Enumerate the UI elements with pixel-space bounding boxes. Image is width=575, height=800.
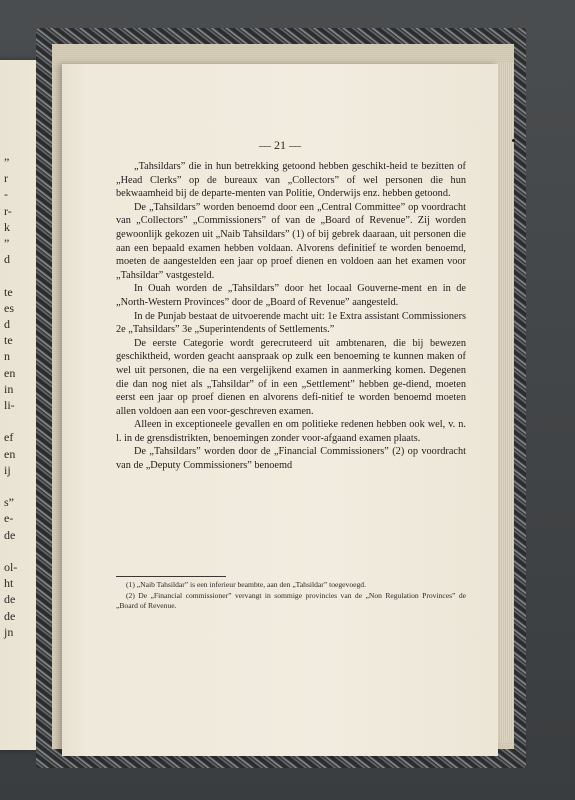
- left-page-fragment-text: ”: [4, 155, 10, 169]
- page-stack-side-edge: [498, 62, 514, 742]
- left-page-fragment-text: ef: [4, 430, 14, 445]
- left-page-fragment-text: ij: [4, 462, 11, 477]
- left-page-fragment-text: jn: [4, 624, 14, 639]
- paragraph-1: „Tahsildars” die in hun betrekking getoond hebben geschikt-heid te bezitten of „Head Clerks” op de bureaux van „Collectors” of wel personen die hun bekwaamheid bij de departe-menten van Politie, Onderwijs enz. hebben getoond.: [116, 161, 466, 200]
- left-page-fragment-text: de: [4, 608, 16, 623]
- left-page-fragment-text: te: [4, 333, 13, 348]
- paragraph-6: Alleen in exceptioneele gevallen en om politieke redenen hebben ook wel, v. n. l. in de grensdistrikten, benoemingen zonder voor-afgaand examen plaats.: [116, 419, 466, 444]
- paragraph-5: De eerste Categorie wordt gerecruteerd uit ambtenaren, die bij bewezen geschiktheid, worden geacht aanspraak op zulk een benoeming te kunnen maken of wel uit personen, die na een vergelijkend examen in aanmerking komen. Degenen die dan nog niet als „Tahsildar” of in een „Settlement” hebben ge-diend, moeten eerst een jaar op proef dienen en alvorens defi-nitief te worden benoemd moeten allen voldoen aan een voor-geschreven examen.: [116, 337, 466, 417]
- paragraph-2: De „Tahsildars” worden benoemd door een „Central Committee” op voordracht van „Collectors” „Commissioners” of van de „Board of Revenue”. Zij worden gewoonlijk gekozen uit „Naib Tahsildars” (1) of bij gebrek daaraan, uit personen die aan een bepaald examen hebben voldaan. Alvorens definitief te worden benoemd, moeten de aangestelden een jaar op proef dienen en voldoen aan het examen voor „Tahsildar” vastgesteld.: [116, 201, 466, 281]
- footnote-1: (1) „Naib Tahsildar” is een inferieur beambte, aan den „Tahsildar” toegevoegd.: [126, 580, 367, 589]
- left-page-fragment-text: ht: [4, 576, 14, 591]
- left-page-fragment-text: e-: [4, 511, 14, 526]
- left-page-fragment-text: ”: [4, 236, 10, 250]
- left-page-fragment-text: d: [4, 317, 10, 331]
- left-page-fragment-text: en: [4, 446, 16, 461]
- left-page-fragment-text: d: [4, 252, 10, 267]
- book-page: [62, 64, 498, 756]
- left-page-fragment-text: de: [4, 527, 16, 542]
- left-page-fragment-text: -: [4, 187, 8, 202]
- left-page-fragment-text: de: [4, 592, 16, 607]
- paragraph-7: De „Tahsildars” worden door de „Financial Commissioners” (2) op voordracht van de „Deputy Commissioners” benoemd: [116, 446, 466, 472]
- left-page-fragment-text: r: [4, 171, 8, 186]
- page-body: [116, 160, 466, 473]
- left-page-fragment-text: te: [4, 284, 13, 299]
- left-page-fragment-text: in: [4, 381, 14, 396]
- page-number: — 21 —: [259, 138, 301, 152]
- footnote-divider: [116, 576, 226, 577]
- ink-speck: [512, 139, 515, 142]
- paragraph-3: In Ouah worden de „Tahsildars” door het locaal Gouverne-ment en in de „North-Western Provinces” door de „Board of Revenue” aangesteld.: [116, 283, 466, 308]
- paragraph-4: In de Punjab bestaat de uitvoerende macht uit: 1e Extra assistant Commissioners 2e „Tahsildars” 3e „Superintendents of Settlements.”: [116, 310, 466, 336]
- left-page-fragment-text: ol-: [4, 560, 18, 574]
- left-page-fragment-text: k: [4, 219, 10, 234]
- footnotes: [116, 580, 466, 612]
- left-page-fragment-text: es: [4, 300, 14, 315]
- left-page-fragment-text: n: [4, 349, 10, 364]
- left-page-fragment-text: r-: [4, 203, 12, 218]
- left-page-fragment-text: en: [4, 365, 16, 380]
- left-page-fragment-text: li-: [4, 398, 15, 412]
- left-page-fragment-text: s”: [4, 495, 14, 510]
- footnote-2: (2) De „Financial commissioner” vervangt in sommige provincies van de „Non Regulation Provinces” de „Board of Revenue.: [116, 590, 466, 610]
